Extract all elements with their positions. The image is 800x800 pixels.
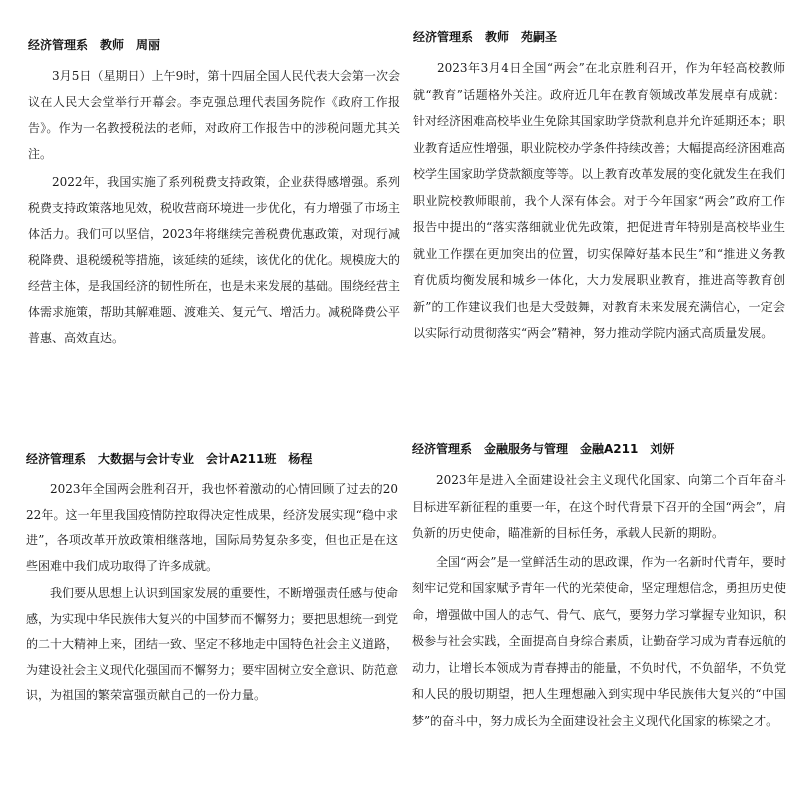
paragraph: 2023年全国两会胜利召开，我也怀着激动的心情回顾了过去的2022年。这一年里我国疫情防控取得决定性成果，经济发展实现“稳中求进”，各项改革开放政策相继落地，国际局势复杂多变，但也正是在这些困难中我们成功取得了许多成就。: [26, 482, 398, 573]
paragraph: 2023年3月4日全国“两会”在北京胜利召开，作为年轻高校教师就“教育”话题格外关注。政府近几年在教育领域改革发展卓有成就：针对经济困难高校毕业生免除其国家助学贷款利息并允许延期还本；职业教育适应性增强，职业院校办学条件持续改善；大幅提高经济困难高校学生国家助学贷款额度等等。以上教育改革发展的变化就发生在我们职业院校教师眼前，我个人深有体会。对于今年国家“两会”政府工作报告中提出的“落实落细就业优先政策，把促进青年特别是高校毕业生就业工作摆在更加突出的位置，切实保障好基本民生”和“推进义务教育优质均衡发展和城乡一体化，大力发展职业教育，推进高等教育创新”的工作建议我们也是大受鼓舞，对教育未来发展充满信心，一定会以实际行动贯彻落实“两会”精神，努力推动学院内涵式高质量发展。: [413, 61, 786, 340]
paragraph: 3月5日（星期日）上午9时，第十四届全国人民代表大会第一次会议在人民大会堂举行开幕会。李克强总理代表国务院作《政府工作报告》。作为一名教授税法的老师，对政府工作报告中的涉税问题尤其关注。: [28, 69, 400, 161]
panel-heading: 经济管理系 教师 苑嗣圣: [413, 30, 558, 44]
statement-teacher-yuan-sisheng: [413, 28, 785, 349]
paragraph: 全国“两会”是一堂鲜活生动的思政课，作为一名新时代青年，要时刻牢记党和国家赋予青年一代的光荣使命，坚定理想信念，勇担历史使命，增强做中国人的志气、骨气、底气，要努力学习掌握专业知识，积极参与社会实践，全面提高自身综合素质，让勤奋学习成为青春远航的动力，让增长本领成为青春搏击的能量，不负时代，不负韶华，不负党和人民的殷切期望，把人生理想融入到实现中华民族伟大复兴的“中国梦”的奋斗中，努力成长为全面建设社会主义现代化国家的栋梁之才。: [412, 554, 786, 728]
paragraph: 2022年，我国实施了系列税费支持政策，企业获得感增强。系列税费支持政策落地见效，税收营商环境进一步优化，有力增强了市场主体活力。我们可以坚信，2023年将继续完善税费优惠政策，对现行减税降费、退税缓税等措施，该延续的延续，该优化的优化。规模庞大的经营主体，是我国经济的韧性所在，也是未来发展的基础。围绕经营主体需求施策，帮助其解难题、渡难关、复元气、增活力。减税降费公平普惠、高效直达。: [28, 175, 401, 345]
statement-student-yang-cheng: [26, 450, 398, 711]
paragraph: 2023年是进入全面建设社会主义现代化国家、向第二个百年奋斗目标进军新征程的重要一年，在这个时代背景下召开的全国“两会”，肩负新的历史使命，瞄准新的目标任务，承载人民新的期盼。: [412, 473, 786, 540]
panel-heading: 经济管理系 教师 周丽: [28, 38, 161, 52]
paragraph: 我们要从思想上认识到国家发展的重要性，不断增强责任感与使命感，为实现中华民族伟大复兴的中国梦而不懈努力；要把思想统一到党的二十大精神上来，团结一致、坚定不移地走中国特色社会主义道路，为建设社会主义现代化强国而不懈努力；要牢固树立安全意识、防范意识，为祖国的繁荣富强贡献自己的一份力量。: [26, 586, 399, 702]
panel-heading: 经济管理系 大数据与会计专业 会计A211班 杨程: [26, 452, 313, 466]
statement-teacher-zhou-li: [28, 36, 400, 353]
statement-student-liu-yan: [412, 440, 786, 736]
panel-heading: 经济管理系 金融服务与管理 金融A211 刘妍: [412, 442, 675, 456]
